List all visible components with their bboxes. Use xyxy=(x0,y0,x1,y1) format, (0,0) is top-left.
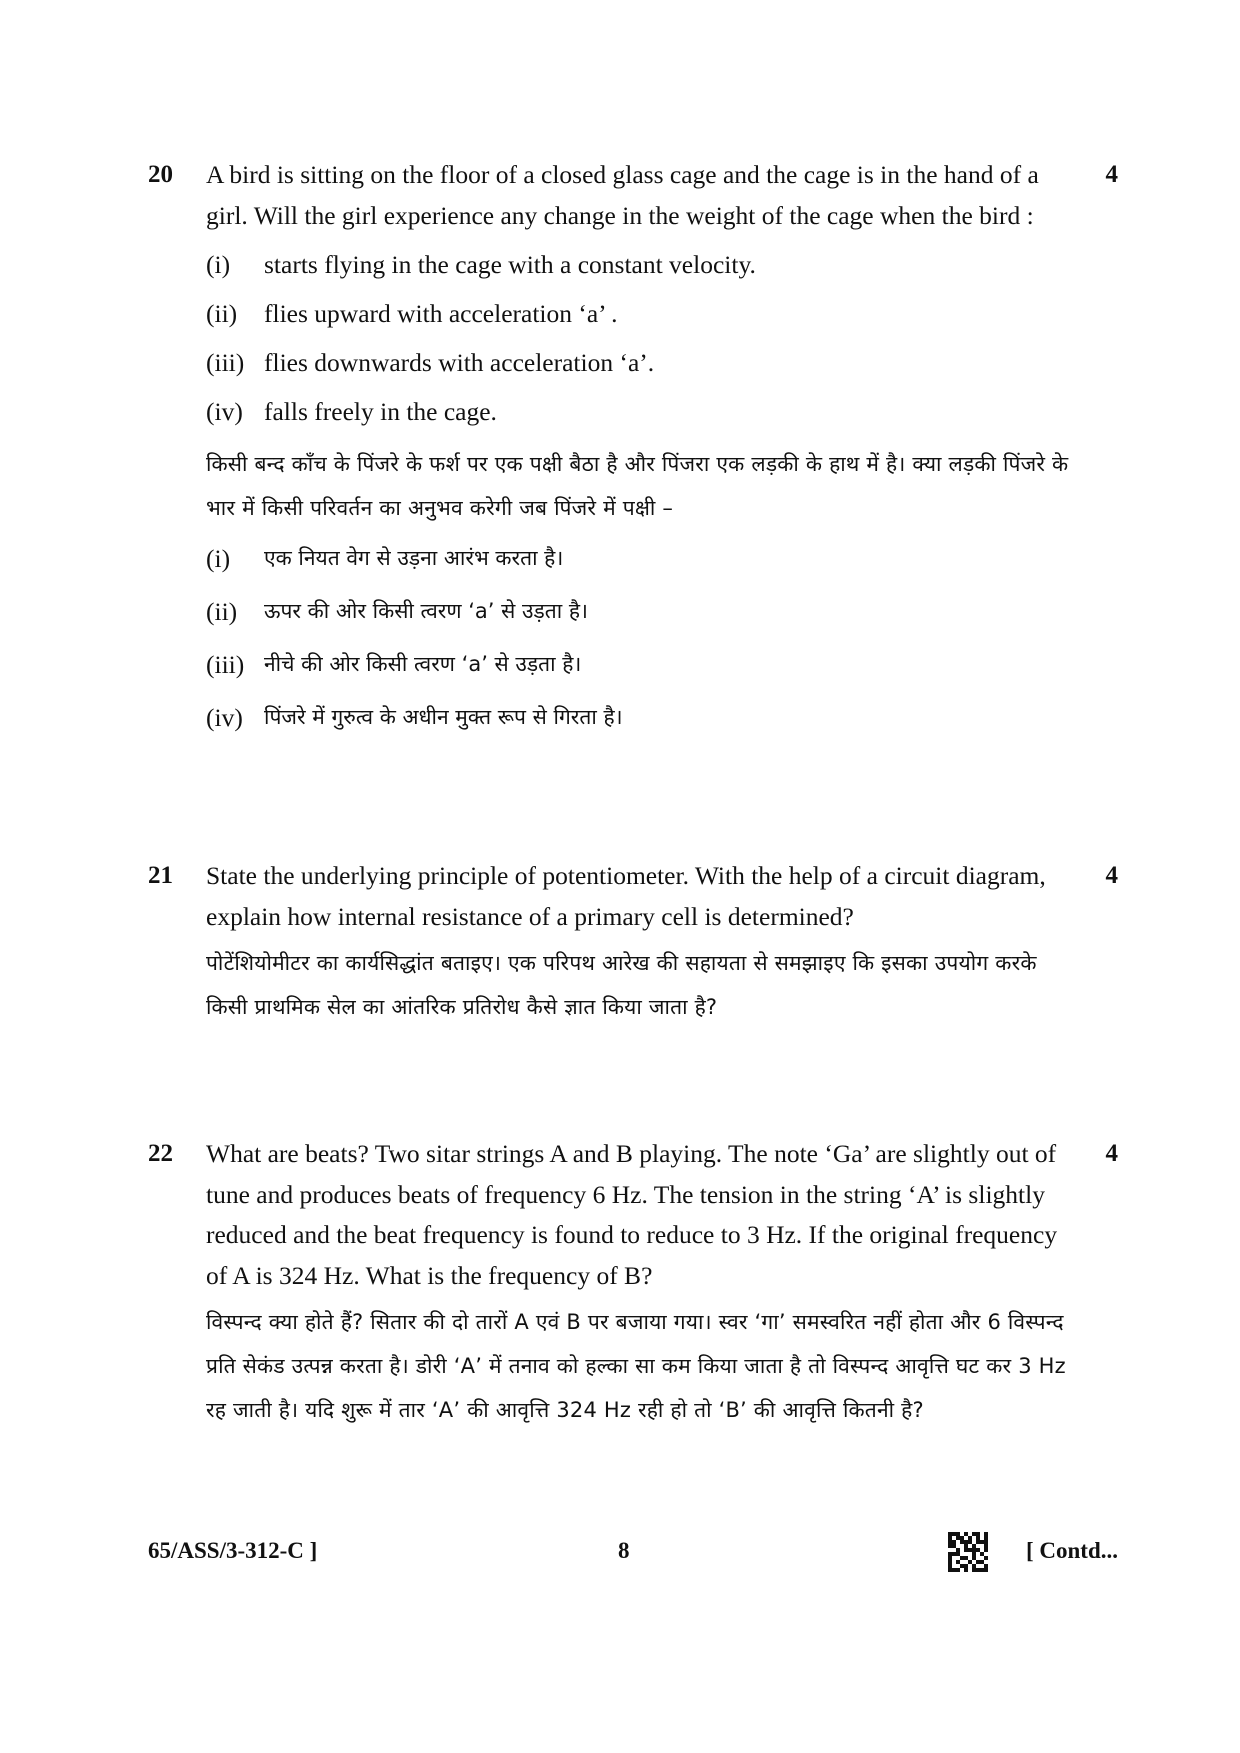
option-roman: (iv) xyxy=(206,703,243,732)
option-roman: (ii) xyxy=(206,597,238,626)
paper-code: 65/ASS/3-312-C ] xyxy=(148,1538,318,1563)
question-22 xyxy=(148,1134,1118,1432)
question-marks: 4 xyxy=(1105,1140,1118,1167)
question-body xyxy=(206,1134,1076,1432)
option-roman: (iii) xyxy=(206,650,245,679)
option-text: flies upward with acceleration ‘a’ . xyxy=(264,299,618,328)
option-english xyxy=(206,387,1076,436)
question-marks: 4 xyxy=(1105,862,1118,889)
option-hindi xyxy=(206,532,1076,585)
question-21 xyxy=(148,856,1118,1029)
option-english xyxy=(206,240,1076,289)
page-number: 8 xyxy=(618,1538,630,1563)
option-text: starts flying in the cage with a constant velocity. xyxy=(264,250,756,279)
question-20 xyxy=(148,155,1118,744)
option-text: ऊपर की ओर किसी त्वरण ‘a’ से उड़ता है। xyxy=(264,599,588,623)
question-text-english: A bird is sitting on the floor of a closed glass cage and the cage is in the hand of a girl. Will the girl experience any change in the weight of the cage when the bird : xyxy=(206,160,1039,230)
option-roman: (ii) xyxy=(206,299,238,328)
qr-code-icon xyxy=(948,1532,988,1572)
question-number: 20 xyxy=(148,161,173,188)
option-hindi xyxy=(206,638,1076,691)
question-text-english: State the underlying principle of potentiometer. With the help of a circuit diagram, explain how internal resistance of a primary cell is determined? xyxy=(206,861,1046,931)
option-roman: (iii) xyxy=(206,348,245,377)
question-body xyxy=(206,856,1076,1029)
question-text-hindi: किसी बन्द काँच के पिंजरे के फर्श पर एक पक्षी बैठा है और पिंजरा एक लड़की के हाथ में है। क्या लड़की पिंजरे के भार में किसी परिवर्तन का अनुभव करेगी जब पिंजरे में पक्षी – xyxy=(206,452,1069,520)
option-text: नीचे की ओर किसी त्वरण ‘a’ से उड़ता है। xyxy=(264,652,582,676)
question-number: 21 xyxy=(148,862,173,889)
page-footer xyxy=(148,1532,1118,1582)
option-hindi xyxy=(206,691,1076,744)
option-text: falls freely in the cage. xyxy=(264,397,497,426)
continued-label: [ Contd... xyxy=(1025,1538,1118,1563)
options-hindi xyxy=(206,532,1076,744)
option-roman: (i) xyxy=(206,544,231,573)
option-english xyxy=(206,338,1076,387)
question-number: 22 xyxy=(148,1140,173,1167)
option-roman: (iv) xyxy=(206,397,243,426)
option-roman: (i) xyxy=(206,250,231,279)
question-text-hindi: पोटेंशियोमीटर का कार्यसिद्धांत बताइए। एक परिपथ आरेख की सहायता से समझाइए कि इसका उपयोग करके किसी प्राथमिक सेल का आंतरिक प्रतिरोध कैसे ज्ञात किया जाता है? xyxy=(206,951,1037,1019)
option-english xyxy=(206,289,1076,338)
question-text-hindi: विस्पन्द क्या होते हैं? सितार की दो तारों A एवं B पर बजाया गया। स्वर ‘गा’ समस्वरित नहीं होता और 6 विस्पन्द प्रति सेकंड उत्पन्न करता है। डोरी ‘A’ में तनाव को हल्का सा कम किया जाता है तो विस्पन्द आवृत्ति घट कर 3 Hz रह जाती है। यदि शुरू में तार ‘A’ की आवृत्ति 324 Hz रही हो तो ‘B’ की आवृत्ति कितनी है? xyxy=(206,1310,1066,1422)
options-english xyxy=(206,240,1076,436)
question-body xyxy=(206,155,1076,744)
option-hindi xyxy=(206,585,1076,638)
question-text-english: What are beats? Two sitar strings A and B playing. The note ‘Ga’ are slightly out of tune and produces beats of frequency 6 Hz. The tension in the string ‘A’ is slightly reduced and the beat frequency is found to reduce to 3 Hz. If the original frequency of A is 324 Hz. What is the frequency of B? xyxy=(206,1139,1058,1290)
question-marks: 4 xyxy=(1105,161,1118,188)
option-text: एक नियत वेग से उड़ना आरंभ करता है। xyxy=(264,546,564,570)
option-text: पिंजरे में गुरुत्व के अधीन मुक्त रूप से गिरता है। xyxy=(264,705,623,729)
option-text: flies downwards with acceleration ‘a’. xyxy=(264,348,655,377)
